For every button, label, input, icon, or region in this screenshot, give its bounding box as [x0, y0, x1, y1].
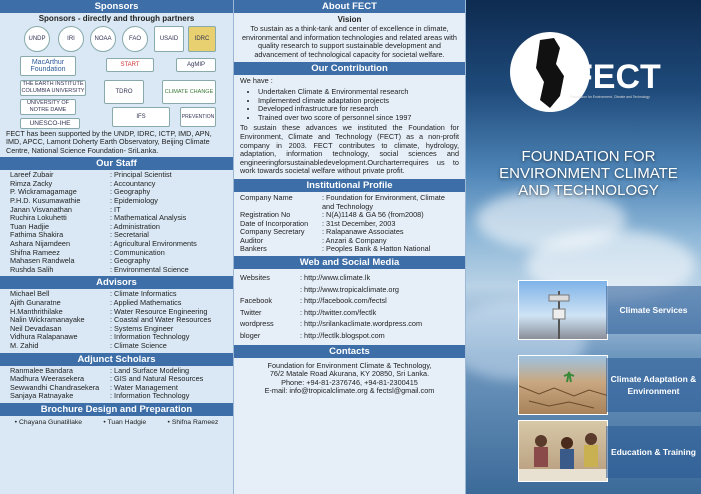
logo-text: FECT: [572, 58, 661, 96]
row-value: : Water Management: [110, 383, 178, 392]
row-value: : IT: [110, 205, 121, 214]
row-name: P. Wickramagamage: [10, 187, 77, 197]
climate-change-logo-icon: CLIMATE CHANGE: [162, 80, 216, 104]
row-name: Sewwandhi Chandrasekera: [10, 382, 100, 392]
list-row: [240, 307, 459, 319]
fao-logo-icon: FAO: [122, 26, 148, 52]
row-value: : Agricultural Environments: [110, 239, 197, 248]
row-name: Rushda Salih: [10, 264, 54, 274]
idrc-logo-icon: IDRC: [188, 26, 216, 52]
row-value: : Foundation for Environment, Climate and Technology: [322, 193, 445, 211]
row-name: P.H.D. Kusumawathie: [10, 196, 81, 205]
row-name: M. Zahid: [10, 340, 39, 350]
advisors-list: [0, 289, 233, 350]
panel-education-training: Education & Training: [606, 426, 701, 478]
left-panel: [0, 0, 234, 494]
row-value: : http://facebook.com/fectsl: [300, 296, 387, 306]
row-name: wordpress: [240, 319, 274, 329]
contact-line: E-mail: info@tropicalclimate.org & fectsl@gmail.com: [264, 386, 435, 396]
row-name: H.Manthrithilake: [10, 306, 63, 316]
row-value: : Administration: [110, 222, 160, 231]
profile-header: Institutional Profile: [234, 179, 465, 192]
row-name: Facebook: [240, 296, 273, 306]
brochure-designers: [0, 416, 233, 429]
staff-list: [0, 170, 233, 274]
contribution-header: Our Contribution: [234, 62, 465, 75]
row-name: Twitter: [240, 307, 262, 317]
row-name: Shifna Rameez: [10, 247, 60, 257]
fect-logo: [510, 30, 670, 120]
list-row: [240, 284, 459, 296]
list-row: [240, 245, 459, 254]
row-name: Nalin Wickramanayake: [10, 315, 85, 325]
contact-line: Foundation for Environment Climate & Technology,: [267, 360, 432, 370]
training-photo: [518, 420, 608, 482]
row-value: : Climate Informatics: [110, 290, 177, 299]
row-name: Company Secretary: [240, 227, 305, 237]
row-name: Ashara Nijamdeen: [10, 238, 71, 248]
list-row: [240, 295, 459, 307]
row-value: : Information Technology: [110, 333, 190, 342]
row-value: : GIS and Natural Resources: [110, 375, 204, 384]
contribution-text: To sustain these advances we instituted the Foundation for Environment, Climate and Technology (FECT) as a non-profit company in 2003. FECT contributes to climate, hydrology, adaptation, information technology, social sciences and engineeringforsustainabledevelopment.Ourcharterrequires us to work towards societal welfare without private profit.: [240, 123, 459, 176]
row-value: : Environmental Science: [110, 265, 189, 274]
about-header: About FECT: [234, 0, 465, 13]
sponsors-header: Sponsors: [0, 0, 233, 13]
contact-line: Phone: +94-81-2376746, +94-81-2300415: [281, 377, 418, 387]
panel-climate-services: Climate Services: [606, 286, 701, 334]
notre-dame-logo-icon: UNIVERSITY OF NOTRE DAME: [20, 99, 76, 115]
row-value: : N(A)1148 & GA 56 (from2008): [322, 211, 424, 220]
row-name: Websites: [240, 273, 270, 283]
noaa-logo-icon: NOAA: [90, 26, 116, 52]
row-name: bloger: [240, 331, 261, 341]
sponsor-logos: [0, 23, 233, 129]
sponsors-text: FECT has been supported by the UNDP, IDRC, ICTP, IMD, APN, IMD, APCC, Lamont Doherty Earth Observatory, Beijing Climate Centre, National Science Foundation- SriLanka.: [6, 129, 212, 155]
row-value: : Communication: [110, 248, 165, 257]
row-value: : Anzari & Company: [322, 236, 387, 245]
list-row: [240, 272, 459, 284]
row-name: Sanjaya Ratnayake: [10, 391, 74, 401]
row-name: Company Name: [240, 192, 293, 202]
tdro-logo-icon: TDRO: [104, 80, 144, 104]
row-name: [240, 284, 300, 296]
row-value: : 31st December, 2003: [322, 219, 396, 228]
list-row: [240, 330, 459, 342]
contacts-header: Contacts: [234, 345, 465, 358]
list-row: [10, 342, 223, 351]
row-value: : Geography: [110, 257, 151, 266]
start-logo-icon: START: [106, 58, 154, 72]
brochure-header: Brochure Design and Preparation: [0, 403, 233, 416]
sponsors-subheader: Sponsors - directly and through partners: [38, 14, 195, 23]
logo-tagline: Foundation for Environment, Climate and Technology: [570, 95, 650, 99]
list-row: [240, 318, 459, 330]
row-value: : http://srilankaclimate.wordpress.com: [300, 319, 423, 329]
staff-header: Our Staff: [0, 157, 233, 170]
ifs-logo-icon: IFS: [112, 107, 170, 127]
unesco-ihe-logo-icon: UNESCO-IHE: [20, 118, 80, 129]
middle-panel: [234, 0, 466, 494]
list-row: [10, 392, 223, 401]
row-name: Vidhura Ralapanawe: [10, 332, 78, 342]
row-value: : Epidemiology: [110, 197, 158, 205]
row-value: : Water Resource Engineering: [110, 307, 208, 316]
row-name: Neil Devadasan: [10, 323, 62, 333]
row-value: : http://www.climate.lk: [300, 273, 371, 283]
designer-name: • Shifna Rameez: [167, 418, 219, 426]
contribution-item: • Trained over two score of personnel since 1997: [258, 114, 465, 123]
row-name: Lareef Zubair: [10, 170, 54, 180]
contribution-item: • Implemented climate adaptation projects: [258, 97, 465, 106]
row-value: : Land Surface Modeling: [110, 366, 190, 375]
list-row: [10, 266, 223, 275]
cover-panel: [466, 0, 701, 494]
row-value: : Applied Mathematics: [110, 298, 182, 307]
row-name: Ranmalee Bandara: [10, 365, 73, 375]
contact-line: 76/2 Matale Road Akurana, KY 20850, Sri Lanka.: [269, 369, 430, 379]
list-row: [240, 194, 459, 211]
adjunct-list: [0, 366, 233, 401]
vision-text: To sustain as a think-tank and center of excellence in climate, environmental and information technologies and related areas with quality research to support sustainable development and advancement of technological capacity for societal welfare.: [242, 24, 457, 59]
prevention-logo-icon: PREVENTION: [180, 107, 216, 127]
row-name: Registration No: [240, 210, 291, 220]
row-name: Date of Incorporation: [240, 218, 309, 228]
row-name: Ajith Gunaratne: [10, 297, 61, 307]
agmip-logo-icon: AgMIP: [176, 58, 216, 72]
adjunct-header: Adjunct Scholars: [0, 353, 233, 366]
row-name: Auditor: [240, 235, 264, 245]
list-row: [10, 333, 223, 342]
contribution-item: • Developed infrastructure for research: [258, 105, 465, 114]
advisors-header: Advisors: [0, 276, 233, 289]
designer-name: • Tuan Hadgie: [103, 418, 147, 426]
contribution-list: [234, 88, 465, 122]
row-value: : Secretarial: [110, 231, 149, 240]
list-row: [240, 228, 459, 237]
vision-title: Vision: [337, 15, 362, 24]
row-name: Ruchira Lokuhetti: [10, 213, 67, 223]
row-value: : Climate Science: [110, 341, 167, 350]
dry-land-photo: [518, 355, 608, 415]
row-value: : http://fectlk.blogspot.com: [300, 331, 385, 341]
row-value: : Mathematical Analysis: [110, 214, 187, 223]
row-value: : Peoples Bank & Hatton National: [322, 245, 431, 254]
row-value: : Principal Scientist: [110, 171, 172, 180]
row-name: Rimza Zacky: [10, 178, 53, 188]
profile-table: [234, 192, 465, 254]
panel-climate-adaptation: Climate Adaptation & Environment: [606, 358, 701, 412]
row-value: : Ralapanawe Associates: [322, 228, 404, 237]
row-value: : Information Technology: [110, 392, 190, 401]
row-name: Janan Visvanathan: [10, 204, 72, 214]
row-value: : Systems Engineer: [110, 324, 174, 333]
list-row: [240, 237, 459, 246]
row-value: : Coastal and Water Resources: [110, 316, 212, 325]
row-name: Bankers: [240, 244, 267, 254]
row-value: : http://twitter.com/fectlk: [300, 307, 377, 317]
earth-institute-logo-icon: THE EARTH INSTITUTE COLUMBIA UNIVERSITY: [21, 81, 85, 94]
cover-title: FOUNDATION FOR ENVIRONMENT CLIMATE AND TECHNOLOGY: [499, 148, 678, 199]
row-name: Fathima Shakira: [10, 230, 64, 240]
row-name: Michael Bell: [10, 289, 50, 299]
row-name: Mahasen Randwela: [10, 256, 75, 266]
row-value: : Geography: [110, 188, 151, 197]
row-value: : Accountancy: [110, 179, 156, 188]
weather-station-photo: [518, 280, 608, 340]
undp-logo-icon: UNDP: [24, 26, 50, 52]
row-name: Madhura Weerasekera: [10, 374, 85, 384]
usaid-logo-icon: USAID: [154, 26, 184, 52]
row-value: : http://www.tropicalclimate.org: [300, 284, 399, 294]
designer-name: • Chayana Gunatillake: [14, 418, 83, 426]
iri-logo-icon: IRI: [58, 26, 84, 52]
web-links: [234, 269, 465, 342]
macarthur-logo-icon: MacArthur Foundation: [20, 56, 76, 76]
web-header: Web and Social Media: [234, 256, 465, 269]
contribution-item: • Undertaken Climate & Environmental research: [258, 88, 465, 97]
contacts-block: [234, 362, 465, 396]
row-name: Tuan Hadjie: [10, 221, 50, 231]
contribution-intro: We have :: [240, 76, 273, 86]
